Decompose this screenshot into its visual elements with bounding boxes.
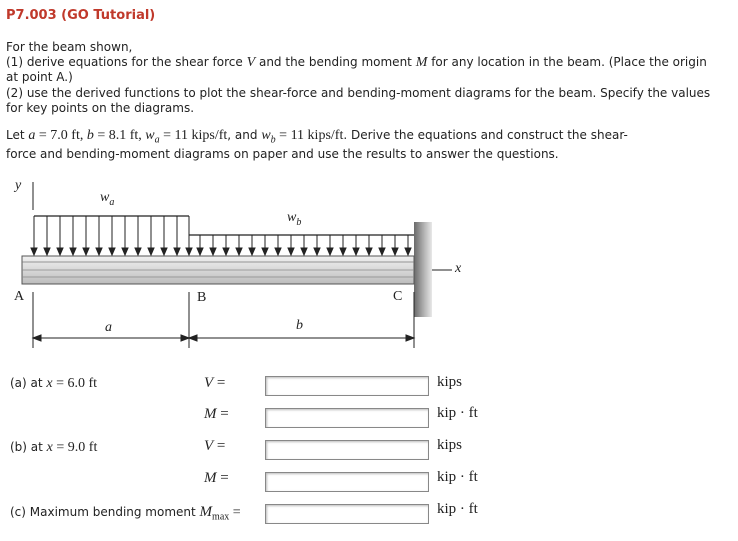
question-c-label: (c) Maximum bending moment $M_{max}$ = (10, 504, 241, 523)
wa-label: $w_a$ (100, 190, 115, 208)
answer-a-moment-input[interactable] (265, 408, 429, 428)
question-a-label: (a) at x = 6.0 ft (10, 376, 98, 391)
answer-b-shear-input[interactable] (265, 440, 429, 460)
fixed-wall (414, 222, 432, 317)
question-b-v-eq: V = (204, 438, 226, 454)
intro-line1: For the beam shown, (6, 40, 133, 54)
question-b-label: (b) at x = 9.0 ft (10, 440, 98, 455)
load-wb (189, 235, 414, 255)
question-a-v-eq: V = (204, 375, 226, 391)
answer-b-moment-input[interactable] (265, 472, 429, 492)
dimension-lines (33, 292, 414, 348)
unit-c-moment: kip · ft (437, 501, 478, 517)
dim-b-label: b (296, 318, 303, 333)
intro-line4: (2) use the derived functions to plot the shear-force and bending-moment diagrams for the beam. Specify the values (6, 86, 711, 100)
answer-a-shear-input[interactable] (265, 376, 429, 396)
answer-c-max-moment-input[interactable] (265, 504, 429, 524)
unit-a-moment: kip · ft (437, 405, 478, 421)
point-b-label: B (197, 290, 207, 305)
given-line2: force and bending-moment diagrams on paper and use the results to answer the questions. (6, 147, 559, 161)
load-wa (31, 216, 192, 255)
unit-b-shear: kips (437, 437, 463, 453)
question-a-m-eq: M = (204, 406, 229, 422)
point-c-label: C (393, 289, 403, 304)
unit-b-moment: kip · ft (437, 469, 478, 485)
given-values: Let a = 7.0 ft, b = 8.1 ft, $w_a = 11$ kips/ft, and $w_b = 11$ kips/ft. Derive the equations and construct the shear- (6, 128, 628, 146)
intro-line5: for key points on the diagrams. (6, 101, 195, 115)
wb-label: $w_b$ (287, 210, 302, 228)
problem-title: P7.003 (GO Tutorial) (6, 8, 156, 23)
question-b-m-eq: M = (204, 470, 229, 486)
point-a-label: A (14, 289, 25, 304)
unit-a-shear: kips (437, 374, 463, 390)
x-axis-label: x (455, 261, 462, 276)
dim-a-label: a (105, 320, 112, 335)
intro-line3: at point A.) (6, 70, 73, 84)
intro-line2: (1) derive equations for the shear force V and the bending moment M for any location in the beam. (Place the origin (6, 55, 707, 70)
y-axis-label: y (15, 178, 22, 193)
